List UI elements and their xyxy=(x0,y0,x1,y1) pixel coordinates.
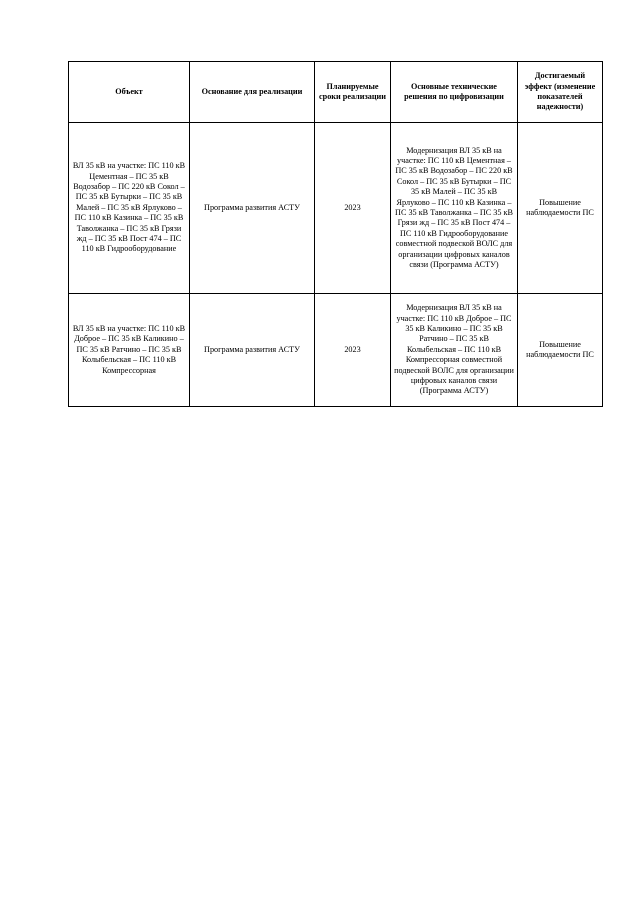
cell-effect: Повышение наблюдаемости ПС xyxy=(518,294,603,407)
cell-basis: Программа развития АСТУ xyxy=(190,294,315,407)
cell-year: 2023 xyxy=(315,123,391,294)
header-object: Объект xyxy=(69,62,190,123)
digitalization-table xyxy=(68,61,603,407)
cell-year: 2023 xyxy=(315,294,391,407)
cell-object: ВЛ 35 кВ на участке: ПС 110 кВ Доброе – ПС 35 кВ Каликино – ПС 35 кВ Ратчино – ПС 35 кВ Колыбельская – ПС 110 кВ Компрессорная xyxy=(69,294,190,407)
header-effect: Достигаемый эффект (изменение показателей надежности) xyxy=(518,62,603,123)
header-planned-dates: Планируемые сроки реализации xyxy=(315,62,391,123)
table-row xyxy=(69,294,603,407)
table-row xyxy=(69,123,603,294)
cell-solution: Модернизация ВЛ 35 кВ на участке: ПС 110 кВ Цементная – ПС 35 кВ Водозабор – ПС 220 кВ Сокол – ПС 35 кВ Бутырки – ПС 35 кВ Малей – ПС 35 кВ Ярлуково – ПС 110 кВ Казинка – ПС 35 кВ Таволжанка – ПС 35 кВ Грязи жд – ПС 35 кВ Пост 474 – ПС 110 кВ Гидрооборудование совместной подвеской ВОЛС для организации цифровых каналов связи (Программа АСТУ) xyxy=(391,123,518,294)
header-technical-solutions: Основные технические решения по цифровизации xyxy=(391,62,518,123)
cell-effect: Повышение наблюдаемости ПС xyxy=(518,123,603,294)
cell-object: ВЛ 35 кВ на участке: ПС 110 кВ Цементная – ПС 35 кВ Водозабор – ПС 220 кВ Сокол – ПС 35 кВ Бутырки – ПС 35 кВ Малей – ПС 35 кВ Ярлуково – ПС 110 кВ Казинка – ПС 35 кВ Таволжанка – ПС 35 кВ Грязи жд – ПС 35 кВ Пост 474 – ПС 110 кВ Гидрооборудование xyxy=(69,123,190,294)
header-row xyxy=(69,62,603,123)
cell-basis: Программа развития АСТУ xyxy=(190,123,315,294)
header-basis: Основание для реализации xyxy=(190,62,315,123)
cell-solution: Модернизация ВЛ 35 кВ на участке: ПС 110 кВ Доброе – ПС 35 кВ Каликино – ПС 35 кВ Ратчино – ПС 35 кВ Колыбельская – ПС 110 кВ Компрессорная совместной подвеской ВОЛС для организации цифровых каналов связи (Программа АСТУ) xyxy=(391,294,518,407)
